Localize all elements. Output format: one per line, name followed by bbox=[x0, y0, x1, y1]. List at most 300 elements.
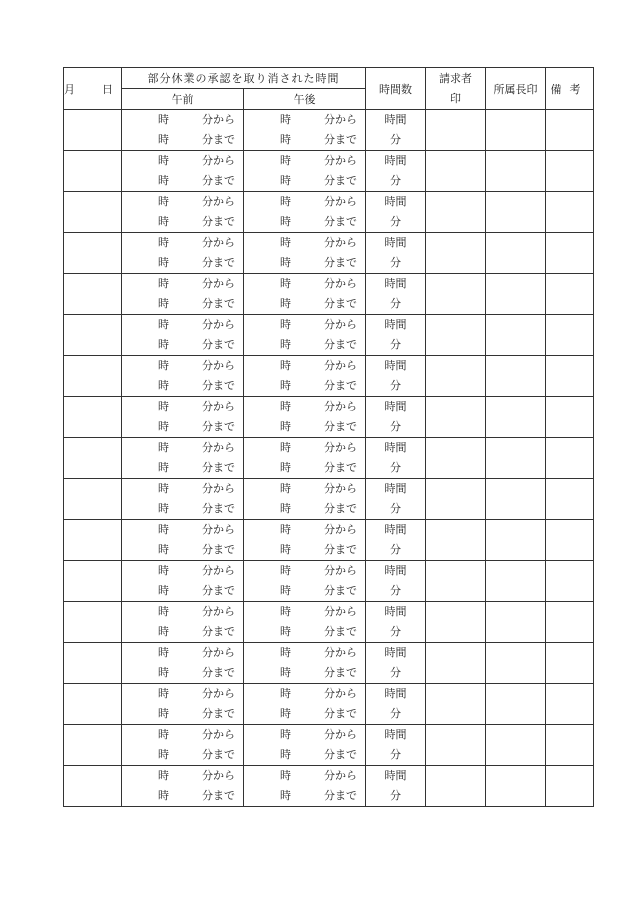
pm-until-minute-label: 分まで bbox=[324, 256, 357, 269]
supervisor-seal-cell[interactable] bbox=[486, 233, 546, 274]
header-cancelled-time: 部分休業の承認を取り消された時間 bbox=[122, 68, 366, 89]
date-cell[interactable] bbox=[64, 725, 122, 766]
hours-unit-label: 時間 bbox=[384, 400, 407, 413]
am-until-minute-label: 分まで bbox=[202, 789, 235, 802]
pm-time-cell[interactable] bbox=[244, 315, 366, 356]
header-pm: 午後 bbox=[244, 89, 366, 110]
hours-count-cell[interactable] bbox=[366, 684, 426, 725]
am-until-minute-label: 分まで bbox=[202, 133, 235, 146]
hours-count-cell[interactable] bbox=[366, 602, 426, 643]
am-until-minute-label: 分まで bbox=[202, 338, 235, 351]
pm-until-hour-label: 時 bbox=[280, 625, 291, 638]
pm-until-hour-label: 時 bbox=[280, 543, 291, 556]
am-until-minute-label: 分まで bbox=[202, 543, 235, 556]
am-time-cell[interactable] bbox=[122, 438, 244, 479]
pm-until-hour-label: 時 bbox=[280, 133, 291, 146]
supervisor-seal-cell[interactable] bbox=[486, 274, 546, 315]
am-until-minute-label: 分まで bbox=[202, 625, 235, 638]
am-until-hour-label: 時 bbox=[158, 461, 169, 474]
am-until-hour-label: 時 bbox=[158, 133, 169, 146]
am-from-minute-label: 分から bbox=[202, 441, 235, 454]
am-time-cell[interactable] bbox=[122, 356, 244, 397]
supervisor-seal-cell[interactable] bbox=[486, 479, 546, 520]
remarks-cell[interactable] bbox=[546, 151, 594, 192]
remarks-cell[interactable] bbox=[546, 438, 594, 479]
am-from-minute-label: 分から bbox=[202, 523, 235, 536]
supervisor-seal-cell[interactable] bbox=[486, 315, 546, 356]
am-from-hour-label: 時 bbox=[158, 523, 169, 536]
hours-count-cell[interactable] bbox=[366, 192, 426, 233]
pm-from-minute-label: 分から bbox=[324, 769, 357, 782]
am-from-hour-label: 時 bbox=[158, 728, 169, 741]
minutes-unit-label: 分 bbox=[390, 502, 401, 515]
requester-seal-cell[interactable] bbox=[426, 766, 486, 807]
pm-time-cell[interactable] bbox=[244, 520, 366, 561]
pm-until-minute-label: 分まで bbox=[324, 174, 357, 187]
am-time-cell[interactable] bbox=[122, 192, 244, 233]
pm-until-minute-label: 分まで bbox=[324, 543, 357, 556]
am-from-hour-label: 時 bbox=[158, 318, 169, 331]
am-until-minute-label: 分まで bbox=[202, 215, 235, 228]
hours-count-cell[interactable] bbox=[366, 315, 426, 356]
am-until-hour-label: 時 bbox=[158, 174, 169, 187]
hours-count-cell[interactable] bbox=[366, 766, 426, 807]
header-supervisor-seal: 所属長印 bbox=[486, 68, 546, 110]
table-row bbox=[64, 110, 594, 151]
pm-from-minute-label: 分から bbox=[324, 359, 357, 372]
am-until-hour-label: 時 bbox=[158, 215, 169, 228]
remarks-cell[interactable] bbox=[546, 356, 594, 397]
am-until-hour-label: 時 bbox=[158, 256, 169, 269]
supervisor-seal-cell[interactable] bbox=[486, 356, 546, 397]
am-until-minute-label: 分まで bbox=[202, 174, 235, 187]
remarks-cell[interactable] bbox=[546, 766, 594, 807]
pm-from-hour-label: 時 bbox=[280, 687, 291, 700]
pm-time-cell[interactable] bbox=[244, 438, 366, 479]
hours-unit-label: 時間 bbox=[384, 646, 407, 659]
am-from-hour-label: 時 bbox=[158, 687, 169, 700]
requester-seal-cell[interactable] bbox=[426, 725, 486, 766]
pm-until-hour-label: 時 bbox=[280, 502, 291, 515]
pm-from-hour-label: 時 bbox=[280, 400, 291, 413]
pm-until-minute-label: 分まで bbox=[324, 215, 357, 228]
am-from-hour-label: 時 bbox=[158, 154, 169, 167]
pm-time-cell[interactable] bbox=[244, 233, 366, 274]
minutes-unit-label: 分 bbox=[390, 174, 401, 187]
supervisor-seal-cell[interactable] bbox=[486, 438, 546, 479]
pm-from-minute-label: 分から bbox=[324, 564, 357, 577]
am-time-cell[interactable] bbox=[122, 479, 244, 520]
hours-unit-label: 時間 bbox=[384, 154, 407, 167]
hours-count-cell[interactable] bbox=[366, 438, 426, 479]
am-time-cell[interactable] bbox=[122, 110, 244, 151]
date-cell[interactable] bbox=[64, 151, 122, 192]
pm-until-hour-label: 時 bbox=[280, 379, 291, 392]
minutes-unit-label: 分 bbox=[390, 625, 401, 638]
date-cell[interactable] bbox=[64, 479, 122, 520]
pm-from-minute-label: 分から bbox=[324, 195, 357, 208]
supervisor-seal-cell[interactable] bbox=[486, 110, 546, 151]
table-row bbox=[64, 315, 594, 356]
supervisor-seal-cell[interactable] bbox=[486, 397, 546, 438]
requester-seal-cell[interactable] bbox=[426, 315, 486, 356]
pm-from-hour-label: 時 bbox=[280, 646, 291, 659]
supervisor-seal-cell[interactable] bbox=[486, 766, 546, 807]
am-until-hour-label: 時 bbox=[158, 379, 169, 392]
date-cell[interactable] bbox=[64, 520, 122, 561]
pm-time-cell[interactable] bbox=[244, 192, 366, 233]
remarks-cell[interactable] bbox=[546, 561, 594, 602]
am-until-hour-label: 時 bbox=[158, 420, 169, 433]
am-until-hour-label: 時 bbox=[158, 338, 169, 351]
supervisor-seal-cell[interactable] bbox=[486, 725, 546, 766]
am-until-minute-label: 分まで bbox=[202, 461, 235, 474]
pm-time-cell[interactable] bbox=[244, 602, 366, 643]
hours-unit-label: 時間 bbox=[384, 564, 407, 577]
pm-time-cell[interactable] bbox=[244, 766, 366, 807]
pm-until-minute-label: 分まで bbox=[324, 789, 357, 802]
am-from-hour-label: 時 bbox=[158, 113, 169, 126]
hours-unit-label: 時間 bbox=[384, 523, 407, 536]
pm-from-minute-label: 分から bbox=[324, 400, 357, 413]
hours-count-cell[interactable] bbox=[366, 561, 426, 602]
remarks-cell[interactable] bbox=[546, 725, 594, 766]
am-until-hour-label: 時 bbox=[158, 584, 169, 597]
am-time-cell[interactable] bbox=[122, 684, 244, 725]
table-row bbox=[64, 438, 594, 479]
requester-seal-cell[interactable] bbox=[426, 643, 486, 684]
am-time-cell[interactable] bbox=[122, 233, 244, 274]
header-remarks: 備考 bbox=[546, 68, 594, 110]
pm-time-cell[interactable] bbox=[244, 561, 366, 602]
pm-from-minute-label: 分から bbox=[324, 154, 357, 167]
am-until-minute-label: 分まで bbox=[202, 379, 235, 392]
pm-from-minute-label: 分から bbox=[324, 441, 357, 454]
pm-until-minute-label: 分まで bbox=[324, 133, 357, 146]
date-cell[interactable] bbox=[64, 561, 122, 602]
requester-seal-cell[interactable] bbox=[426, 520, 486, 561]
header-requester-line2: 印 bbox=[450, 91, 461, 105]
pm-from-hour-label: 時 bbox=[280, 113, 291, 126]
requester-seal-cell[interactable] bbox=[426, 192, 486, 233]
hours-unit-label: 時間 bbox=[384, 482, 407, 495]
hours-count-cell[interactable] bbox=[366, 520, 426, 561]
pm-from-hour-label: 時 bbox=[280, 482, 291, 495]
hours-count-cell[interactable] bbox=[366, 479, 426, 520]
table-row bbox=[64, 233, 594, 274]
hours-unit-label: 時間 bbox=[384, 605, 407, 618]
header-am: 午前 bbox=[122, 89, 244, 110]
supervisor-seal-cell[interactable] bbox=[486, 684, 546, 725]
am-until-minute-label: 分まで bbox=[202, 297, 235, 310]
requester-seal-cell[interactable] bbox=[426, 438, 486, 479]
remarks-cell[interactable] bbox=[546, 602, 594, 643]
remarks-cell[interactable] bbox=[546, 315, 594, 356]
pm-from-hour-label: 時 bbox=[280, 523, 291, 536]
date-cell[interactable] bbox=[64, 438, 122, 479]
remarks-cell[interactable] bbox=[546, 520, 594, 561]
requester-seal-cell[interactable] bbox=[426, 151, 486, 192]
am-until-hour-label: 時 bbox=[158, 543, 169, 556]
am-from-minute-label: 分から bbox=[202, 113, 235, 126]
pm-time-cell[interactable] bbox=[244, 684, 366, 725]
pm-until-hour-label: 時 bbox=[280, 256, 291, 269]
pm-until-minute-label: 分まで bbox=[324, 625, 357, 638]
header-month-day: 月 日 bbox=[64, 68, 122, 110]
table-row bbox=[64, 520, 594, 561]
pm-until-hour-label: 時 bbox=[280, 338, 291, 351]
table-row bbox=[64, 766, 594, 807]
am-until-hour-label: 時 bbox=[158, 666, 169, 679]
hours-unit-label: 時間 bbox=[384, 769, 407, 782]
hours-count-cell[interactable] bbox=[366, 356, 426, 397]
table-row bbox=[64, 561, 594, 602]
am-from-minute-label: 分から bbox=[202, 687, 235, 700]
am-from-hour-label: 時 bbox=[158, 195, 169, 208]
am-until-minute-label: 分まで bbox=[202, 707, 235, 720]
am-until-hour-label: 時 bbox=[158, 707, 169, 720]
pm-until-hour-label: 時 bbox=[280, 215, 291, 228]
hours-unit-label: 時間 bbox=[384, 359, 407, 372]
am-from-hour-label: 時 bbox=[158, 482, 169, 495]
pm-from-hour-label: 時 bbox=[280, 277, 291, 290]
pm-time-cell[interactable] bbox=[244, 725, 366, 766]
date-cell[interactable] bbox=[64, 397, 122, 438]
pm-until-minute-label: 分まで bbox=[324, 420, 357, 433]
date-cell[interactable] bbox=[64, 766, 122, 807]
date-cell[interactable] bbox=[64, 274, 122, 315]
table-row bbox=[64, 602, 594, 643]
am-time-cell[interactable] bbox=[122, 151, 244, 192]
am-from-minute-label: 分から bbox=[202, 646, 235, 659]
requester-seal-cell[interactable] bbox=[426, 397, 486, 438]
am-from-hour-label: 時 bbox=[158, 441, 169, 454]
date-cell[interactable] bbox=[64, 356, 122, 397]
pm-from-hour-label: 時 bbox=[280, 605, 291, 618]
pm-until-hour-label: 時 bbox=[280, 666, 291, 679]
pm-until-hour-label: 時 bbox=[280, 420, 291, 433]
pm-from-hour-label: 時 bbox=[280, 728, 291, 741]
pm-from-hour-label: 時 bbox=[280, 236, 291, 249]
date-cell[interactable] bbox=[64, 602, 122, 643]
pm-until-hour-label: 時 bbox=[280, 174, 291, 187]
am-from-minute-label: 分から bbox=[202, 195, 235, 208]
pm-from-minute-label: 分から bbox=[324, 646, 357, 659]
am-from-hour-label: 時 bbox=[158, 605, 169, 618]
supervisor-seal-cell[interactable] bbox=[486, 520, 546, 561]
supervisor-seal-cell[interactable] bbox=[486, 561, 546, 602]
date-cell[interactable] bbox=[64, 192, 122, 233]
pm-time-cell[interactable] bbox=[244, 479, 366, 520]
am-time-cell[interactable] bbox=[122, 602, 244, 643]
remarks-cell[interactable] bbox=[546, 684, 594, 725]
am-time-cell[interactable] bbox=[122, 643, 244, 684]
am-from-minute-label: 分から bbox=[202, 482, 235, 495]
pm-time-cell[interactable] bbox=[244, 110, 366, 151]
requester-seal-cell[interactable] bbox=[426, 110, 486, 151]
pm-from-hour-label: 時 bbox=[280, 564, 291, 577]
minutes-unit-label: 分 bbox=[390, 666, 401, 679]
date-cell[interactable] bbox=[64, 315, 122, 356]
header-requester-line1: 請求者 bbox=[439, 71, 472, 85]
pm-until-minute-label: 分まで bbox=[324, 707, 357, 720]
pm-time-cell[interactable] bbox=[244, 643, 366, 684]
am-until-hour-label: 時 bbox=[158, 297, 169, 310]
am-until-hour-label: 時 bbox=[158, 502, 169, 515]
am-until-minute-label: 分まで bbox=[202, 420, 235, 433]
table-row bbox=[64, 274, 594, 315]
date-cell[interactable] bbox=[64, 233, 122, 274]
table-row bbox=[64, 192, 594, 233]
remarks-cell[interactable] bbox=[546, 110, 594, 151]
pm-until-hour-label: 時 bbox=[280, 748, 291, 761]
pm-until-minute-label: 分まで bbox=[324, 748, 357, 761]
pm-from-minute-label: 分から bbox=[324, 605, 357, 618]
am-time-cell[interactable] bbox=[122, 315, 244, 356]
supervisor-seal-cell[interactable] bbox=[486, 643, 546, 684]
am-from-minute-label: 分から bbox=[202, 236, 235, 249]
am-from-hour-label: 時 bbox=[158, 277, 169, 290]
remarks-cell[interactable] bbox=[546, 479, 594, 520]
hours-unit-label: 時間 bbox=[384, 113, 407, 126]
pm-from-hour-label: 時 bbox=[280, 359, 291, 372]
am-from-minute-label: 分から bbox=[202, 564, 235, 577]
remarks-cell[interactable] bbox=[546, 192, 594, 233]
hours-count-cell[interactable] bbox=[366, 151, 426, 192]
minutes-unit-label: 分 bbox=[390, 256, 401, 269]
pm-from-minute-label: 分から bbox=[324, 687, 357, 700]
minutes-unit-label: 分 bbox=[390, 461, 401, 474]
pm-until-minute-label: 分まで bbox=[324, 297, 357, 310]
hours-unit-label: 時間 bbox=[384, 195, 407, 208]
am-until-minute-label: 分まで bbox=[202, 256, 235, 269]
hours-count-cell[interactable] bbox=[366, 110, 426, 151]
minutes-unit-label: 分 bbox=[390, 789, 401, 802]
requester-seal-cell[interactable] bbox=[426, 561, 486, 602]
am-until-minute-label: 分まで bbox=[202, 502, 235, 515]
pm-until-hour-label: 時 bbox=[280, 707, 291, 720]
am-from-minute-label: 分から bbox=[202, 359, 235, 372]
am-from-minute-label: 分から bbox=[202, 277, 235, 290]
remarks-cell[interactable] bbox=[546, 397, 594, 438]
requester-seal-cell[interactable] bbox=[426, 233, 486, 274]
pm-until-hour-label: 時 bbox=[280, 584, 291, 597]
minutes-unit-label: 分 bbox=[390, 297, 401, 310]
supervisor-seal-cell[interactable] bbox=[486, 192, 546, 233]
requester-seal-cell[interactable] bbox=[426, 356, 486, 397]
minutes-unit-label: 分 bbox=[390, 215, 401, 228]
requester-seal-cell[interactable] bbox=[426, 479, 486, 520]
hours-unit-label: 時間 bbox=[384, 318, 407, 331]
minutes-unit-label: 分 bbox=[390, 584, 401, 597]
date-cell[interactable] bbox=[64, 643, 122, 684]
requester-seal-cell[interactable] bbox=[426, 684, 486, 725]
pm-time-cell[interactable] bbox=[244, 274, 366, 315]
remarks-cell[interactable] bbox=[546, 233, 594, 274]
pm-time-cell[interactable] bbox=[244, 397, 366, 438]
pm-time-cell[interactable] bbox=[244, 356, 366, 397]
minutes-unit-label: 分 bbox=[390, 379, 401, 392]
am-time-cell[interactable] bbox=[122, 520, 244, 561]
minutes-unit-label: 分 bbox=[390, 707, 401, 720]
am-from-minute-label: 分から bbox=[202, 318, 235, 331]
table-row bbox=[64, 479, 594, 520]
pm-from-hour-label: 時 bbox=[280, 154, 291, 167]
am-from-minute-label: 分から bbox=[202, 154, 235, 167]
requester-seal-cell[interactable] bbox=[426, 602, 486, 643]
pm-from-hour-label: 時 bbox=[280, 195, 291, 208]
am-until-minute-label: 分まで bbox=[202, 666, 235, 679]
am-from-minute-label: 分から bbox=[202, 605, 235, 618]
pm-until-minute-label: 分まで bbox=[324, 338, 357, 351]
pm-time-cell[interactable] bbox=[244, 151, 366, 192]
pm-from-minute-label: 分から bbox=[324, 236, 357, 249]
table-row bbox=[64, 397, 594, 438]
am-until-minute-label: 分まで bbox=[202, 584, 235, 597]
minutes-unit-label: 分 bbox=[390, 338, 401, 351]
date-cell[interactable] bbox=[64, 684, 122, 725]
am-from-hour-label: 時 bbox=[158, 646, 169, 659]
am-time-cell[interactable] bbox=[122, 397, 244, 438]
table-row bbox=[64, 725, 594, 766]
date-cell[interactable] bbox=[64, 110, 122, 151]
supervisor-seal-cell[interactable] bbox=[486, 151, 546, 192]
pm-from-minute-label: 分から bbox=[324, 277, 357, 290]
pm-until-minute-label: 分まで bbox=[324, 666, 357, 679]
hours-count-cell[interactable] bbox=[366, 643, 426, 684]
pm-from-hour-label: 時 bbox=[280, 441, 291, 454]
pm-until-hour-label: 時 bbox=[280, 789, 291, 802]
hours-count-cell[interactable] bbox=[366, 274, 426, 315]
am-from-hour-label: 時 bbox=[158, 359, 169, 372]
minutes-unit-label: 分 bbox=[390, 748, 401, 761]
am-time-cell[interactable] bbox=[122, 274, 244, 315]
remarks-cell[interactable] bbox=[546, 643, 594, 684]
am-time-cell[interactable] bbox=[122, 561, 244, 602]
am-time-cell[interactable] bbox=[122, 766, 244, 807]
hours-unit-label: 時間 bbox=[384, 236, 407, 249]
pm-from-minute-label: 分から bbox=[324, 482, 357, 495]
am-from-hour-label: 時 bbox=[158, 236, 169, 249]
pm-until-hour-label: 時 bbox=[280, 297, 291, 310]
pm-from-minute-label: 分から bbox=[324, 113, 357, 126]
am-until-hour-label: 時 bbox=[158, 748, 169, 761]
hours-unit-label: 時間 bbox=[384, 687, 407, 700]
am-from-minute-label: 分から bbox=[202, 769, 235, 782]
hours-unit-label: 時間 bbox=[384, 277, 407, 290]
requester-seal-cell[interactable] bbox=[426, 274, 486, 315]
am-until-hour-label: 時 bbox=[158, 625, 169, 638]
am-from-hour-label: 時 bbox=[158, 769, 169, 782]
supervisor-seal-cell[interactable] bbox=[486, 602, 546, 643]
hours-count-cell[interactable] bbox=[366, 233, 426, 274]
table-row bbox=[64, 643, 594, 684]
remarks-cell[interactable] bbox=[546, 274, 594, 315]
pm-from-minute-label: 分から bbox=[324, 728, 357, 741]
am-from-hour-label: 時 bbox=[158, 400, 169, 413]
hours-unit-label: 時間 bbox=[384, 728, 407, 741]
table-row bbox=[64, 356, 594, 397]
pm-until-minute-label: 分まで bbox=[324, 502, 357, 515]
hours-count-cell[interactable] bbox=[366, 397, 426, 438]
partial-leave-cancellation-table bbox=[63, 67, 594, 807]
am-from-minute-label: 分から bbox=[202, 400, 235, 413]
table-row bbox=[64, 151, 594, 192]
pm-from-hour-label: 時 bbox=[280, 318, 291, 331]
am-time-cell[interactable] bbox=[122, 725, 244, 766]
pm-from-hour-label: 時 bbox=[280, 769, 291, 782]
hours-count-cell[interactable] bbox=[366, 725, 426, 766]
